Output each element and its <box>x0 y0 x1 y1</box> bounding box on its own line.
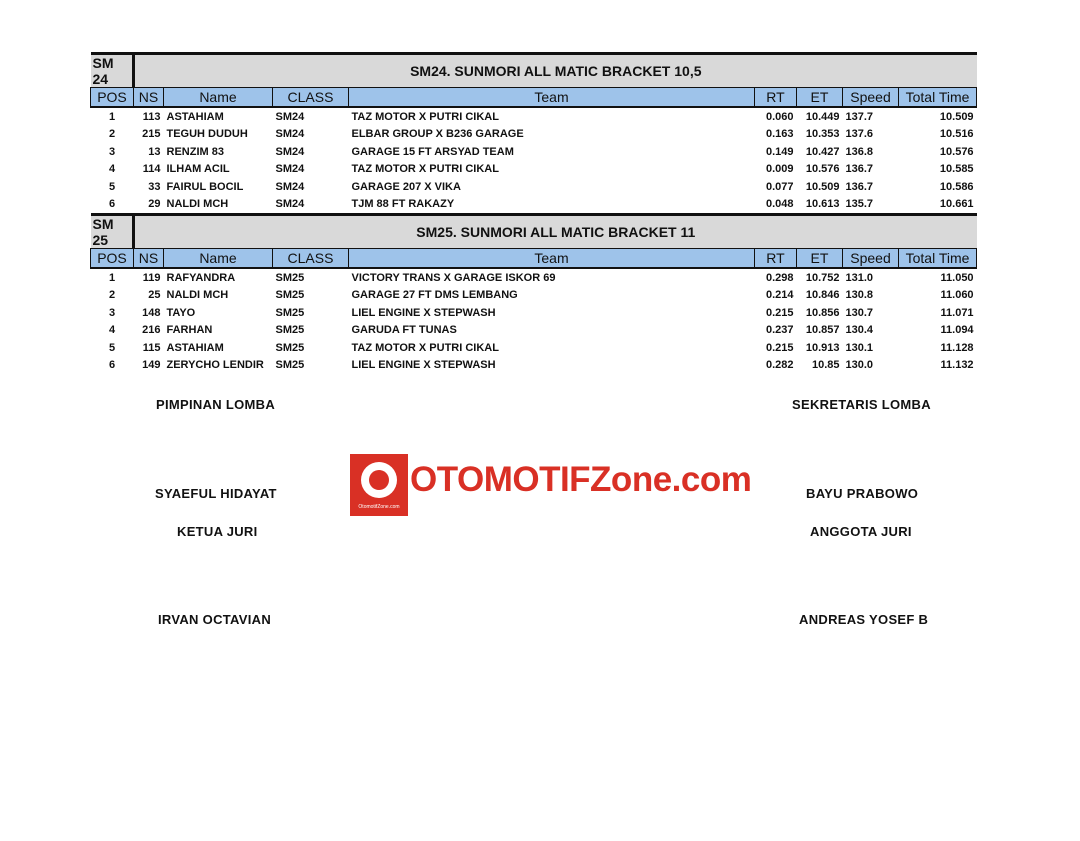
cell-rt: 0.237 <box>765 324 794 337</box>
cell-total-time: 10.586 <box>939 180 974 193</box>
cell-team: GARUDA FT TUNAS <box>351 324 457 337</box>
cell-et: 10.353 <box>805 128 840 141</box>
cell-class: SM25 <box>275 324 305 337</box>
cell-class: SM24 <box>275 145 305 158</box>
header-ns: NS <box>134 249 164 269</box>
cell-team: TAZ MOTOR X PUTRI CIKAL <box>351 163 499 176</box>
cell-team: LIEL ENGINE X STEPWASH <box>351 306 496 319</box>
cell-rt: 0.282 <box>765 359 794 372</box>
cell-team: TAZ MOTOR X PUTRI CIKAL <box>351 341 499 354</box>
cell-class: SM25 <box>275 359 305 372</box>
cell-et: 10.846 <box>805 289 840 302</box>
table-row <box>91 357 977 375</box>
cell-ns: 148 <box>142 306 161 319</box>
cell-rt: 0.215 <box>765 341 794 354</box>
table-row <box>91 143 977 161</box>
cell-ns: 114 <box>142 163 161 176</box>
cell-total-time: 11.128 <box>940 341 974 354</box>
cell-rt: 0.214 <box>765 289 794 302</box>
table-row <box>91 322 977 340</box>
cell-team: GARAGE 15 FT ARSYAD TEAM <box>351 145 514 158</box>
cell-et: 10.576 <box>805 163 840 176</box>
cell-ns: 119 <box>142 271 161 284</box>
cell-class: SM24 <box>275 163 305 176</box>
cell-rt: 0.009 <box>765 163 794 176</box>
cell-rt: 0.215 <box>765 306 794 319</box>
cell-rt: 0.149 <box>765 145 794 158</box>
cell-pos: 5 <box>108 341 116 354</box>
cell-pos: 4 <box>108 324 116 337</box>
cell-et: 10.85 <box>811 359 840 372</box>
official-name-race-director: SYAEFUL HIDAYAT <box>155 486 277 501</box>
cell-total-time: 10.585 <box>939 163 974 176</box>
cell-pos: 3 <box>108 145 116 158</box>
cell-total-time: 10.576 <box>939 145 974 158</box>
cell-class: SM25 <box>275 341 305 354</box>
cell-pos: 6 <box>108 198 116 211</box>
cell-et: 10.427 <box>805 145 840 158</box>
cell-class: SM24 <box>275 110 305 123</box>
cell-et: 10.613 <box>805 198 840 211</box>
cell-name: FAIRUL BOCIL <box>166 180 244 193</box>
section-code: SM 24 <box>91 54 134 88</box>
section-code: SM 25 <box>91 215 134 249</box>
official-role-judge-member: ANGGOTA JURI <box>810 524 912 539</box>
results-table <box>90 52 977 374</box>
cell-pos: 1 <box>108 271 116 284</box>
cell-rt: 0.060 <box>765 110 794 123</box>
cell-ns: 149 <box>142 359 161 372</box>
header-name: Name <box>164 88 273 108</box>
cell-et: 10.752 <box>805 271 840 284</box>
cell-speed: 136.8 <box>845 145 874 158</box>
cell-total-time: 10.516 <box>939 128 974 141</box>
cell-rt: 0.077 <box>765 180 794 193</box>
cell-team: ELBAR GROUP X B236 GARAGE <box>351 128 524 141</box>
cell-speed: 130.8 <box>845 289 874 302</box>
header-rt: RT <box>755 88 797 108</box>
header-ns: NS <box>134 88 164 108</box>
cell-pos: 2 <box>108 128 116 141</box>
cell-team: GARAGE 27 FT DMS LEMBANG <box>351 289 518 302</box>
cell-pos: 1 <box>108 110 116 123</box>
cell-name: ASTAHIAM <box>166 110 224 123</box>
official-name-judge-member: ANDREAS YOSEF B <box>799 612 929 627</box>
cell-name: TEGUH DUDUH <box>166 128 248 141</box>
cell-speed: 130.4 <box>845 324 874 337</box>
cell-speed: 130.7 <box>845 306 874 319</box>
cell-total-time: 11.071 <box>940 306 974 319</box>
cell-total-time: 10.661 <box>939 198 974 211</box>
cell-team: TAZ MOTOR X PUTRI CIKAL <box>351 110 499 123</box>
table-row <box>91 268 977 287</box>
cell-speed: 136.7 <box>845 180 874 193</box>
header-speed: Speed <box>843 88 899 108</box>
header-class: CLASS <box>273 249 349 269</box>
header-total-time: Total Time <box>899 249 977 269</box>
cell-pos: 2 <box>108 289 116 302</box>
cell-class: SM25 <box>275 289 305 302</box>
cell-class: SM24 <box>275 180 305 193</box>
header-speed: Speed <box>843 249 899 269</box>
watermark-emblem <box>350 454 408 516</box>
header-et: ET <box>797 88 843 108</box>
cell-class: SM24 <box>275 128 305 141</box>
results-sheet <box>90 52 976 374</box>
header-row <box>91 249 977 269</box>
header-row <box>91 88 977 108</box>
cell-speed: 131.0 <box>845 271 874 284</box>
cell-total-time: 11.060 <box>940 289 974 302</box>
cell-speed: 135.7 <box>845 198 874 211</box>
table-row <box>91 287 977 305</box>
cell-team: VICTORY TRANS X GARAGE ISKOR 69 <box>351 271 556 284</box>
table-row <box>91 339 977 357</box>
header-total-time: Total Time <box>899 88 977 108</box>
section-title: SM24. SUNMORI ALL MATIC BRACKET 10,5 <box>134 54 977 88</box>
section-bar <box>91 215 977 249</box>
watermark-ring-icon <box>361 462 397 498</box>
section-title: SM25. SUNMORI ALL MATIC BRACKET 11 <box>134 215 977 249</box>
cell-ns: 25 <box>148 289 161 302</box>
table-row <box>91 178 977 196</box>
cell-pos: 5 <box>108 180 116 193</box>
cell-pos: 6 <box>108 359 116 372</box>
header-pos: POS <box>91 88 134 108</box>
table-row <box>91 126 977 144</box>
cell-ns: 113 <box>142 110 161 123</box>
cell-rt: 0.048 <box>765 198 794 211</box>
cell-name: TAYO <box>166 306 196 319</box>
cell-speed: 130.1 <box>845 341 874 354</box>
official-role-secretary: SEKRETARIS LOMBA <box>792 397 931 412</box>
watermark-text: OTOMOTIFZone.com <box>410 460 752 499</box>
cell-et: 10.449 <box>805 110 840 123</box>
cell-name: NALDI MCH <box>166 198 229 211</box>
cell-speed: 137.6 <box>845 128 874 141</box>
cell-team: GARAGE 207 X VIKA <box>351 180 461 193</box>
cell-name: RAFYANDRA <box>166 271 236 284</box>
header-team: Team <box>349 88 755 108</box>
cell-pos: 4 <box>108 163 116 176</box>
cell-ns: 115 <box>142 341 161 354</box>
header-pos: POS <box>91 249 134 269</box>
header-name: Name <box>164 249 273 269</box>
cell-pos: 3 <box>108 306 116 319</box>
table-row <box>91 161 977 179</box>
cell-name: ASTAHIAM <box>166 341 224 354</box>
header-et: ET <box>797 249 843 269</box>
cell-class: SM24 <box>275 198 305 211</box>
section-bar <box>91 54 977 88</box>
cell-speed: 137.7 <box>845 110 874 123</box>
cell-et: 10.856 <box>805 306 840 319</box>
cell-team: LIEL ENGINE X STEPWASH <box>351 359 496 372</box>
cell-class: SM25 <box>275 271 305 284</box>
cell-ns: 33 <box>148 180 161 193</box>
cell-rt: 0.163 <box>765 128 794 141</box>
cell-name: ILHAM ACIL <box>166 163 230 176</box>
cell-ns: 13 <box>148 145 161 158</box>
table-row <box>91 304 977 322</box>
official-name-chief-judge: IRVAN OCTAVIAN <box>158 612 272 627</box>
official-name-secretary: BAYU PRABOWO <box>806 486 919 501</box>
table-row <box>91 107 977 126</box>
watermark-small-text: OtomotifZone.com <box>358 504 400 510</box>
cell-rt: 0.298 <box>765 271 794 284</box>
table-row <box>91 196 977 215</box>
cell-et: 10.509 <box>805 180 840 193</box>
official-role-race-director: PIMPINAN LOMBA <box>156 397 276 412</box>
cell-team: TJM 88 FT RAKAZY <box>351 198 455 211</box>
header-team: Team <box>349 249 755 269</box>
cell-name: ZERYCHO LENDIR <box>166 359 264 372</box>
cell-name: RENZIM 83 <box>166 145 224 158</box>
cell-speed: 130.0 <box>845 359 874 372</box>
cell-et: 10.857 <box>805 324 840 337</box>
official-role-chief-judge: KETUA JURI <box>177 524 258 539</box>
cell-total-time: 11.132 <box>940 359 974 372</box>
cell-name: NALDI MCH <box>166 289 229 302</box>
cell-total-time: 11.050 <box>940 271 974 284</box>
cell-name: FARHAN <box>166 324 213 337</box>
cell-class: SM25 <box>275 306 305 319</box>
cell-speed: 136.7 <box>845 163 874 176</box>
cell-ns: 215 <box>142 128 161 141</box>
cell-ns: 29 <box>148 198 161 211</box>
header-rt: RT <box>755 249 797 269</box>
cell-total-time: 11.094 <box>940 324 974 337</box>
cell-total-time: 10.509 <box>939 110 974 123</box>
header-class: CLASS <box>273 88 349 108</box>
watermark-logo <box>350 454 752 516</box>
cell-et: 10.913 <box>805 341 840 354</box>
cell-ns: 216 <box>142 324 161 337</box>
